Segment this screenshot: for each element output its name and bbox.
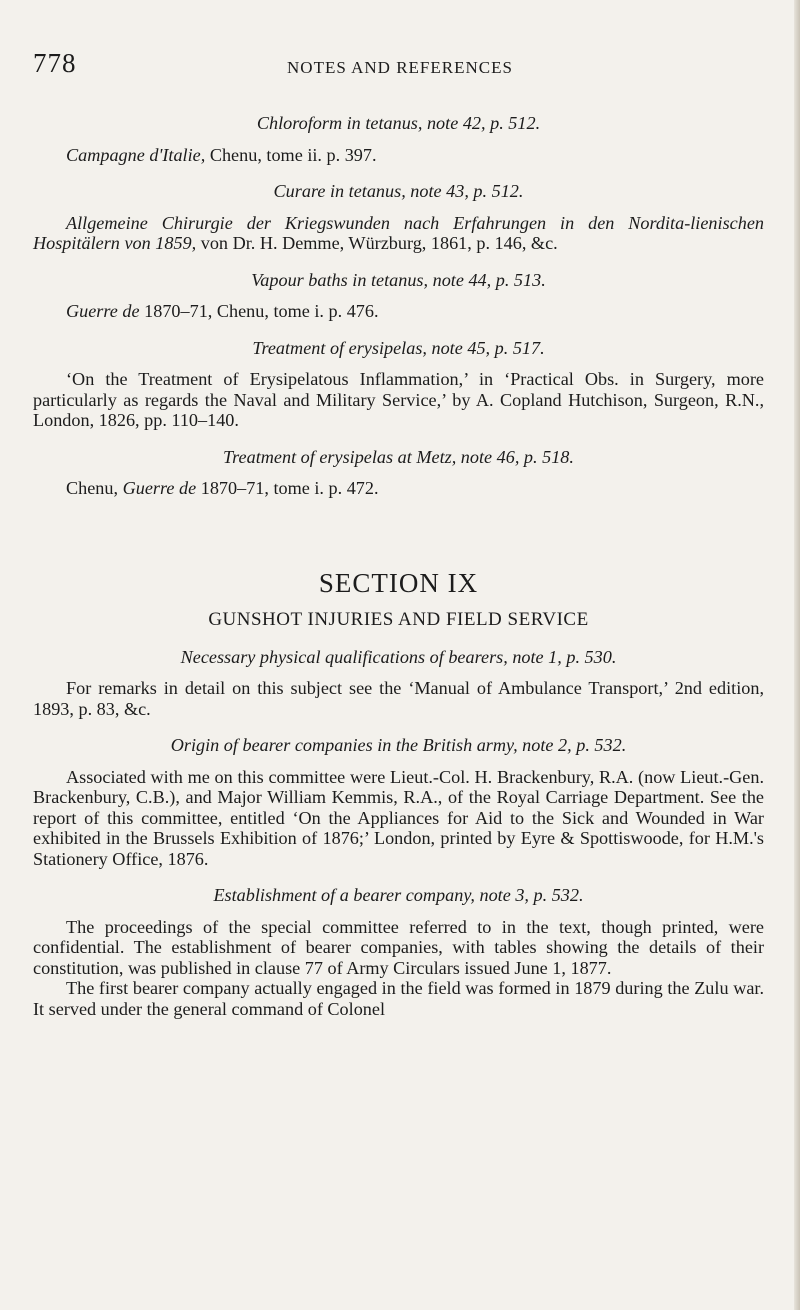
entry-establishment-text-1: The proceedings of the special committee referred to in the text, though printed, were confidential. The establishment of bearer companies, with tables showing the details of their constitution, was published in clause 77 of Army Circulars issued June 1, 1877.: [33, 916, 764, 978]
allgemeine-ref: von Dr. H. Demme, Würzburg, 1861, p. 146, &c.: [196, 233, 558, 253]
entry-heading-origin: Origin of bearer companies in the British army, note 2, p. 532.: [170, 735, 627, 755]
entry-guerre-1: [33, 301, 764, 322]
entry-origin-text: Associated with me on this committee were Lieut.-Col. H. Brackenbury, R.A. (now Lieut.-Gen. Brackenbury, C.B.), and Major William Kemmis, R.A., of the Royal Carriage Department. See the report of this committee, entitled ‘On the Appliances for Aid to the Sick and Wounded in War exhibited in the Brussels Exhibition of 1876;’ London, printed by Eyre & Spottiswoode, for H.M.'s Stationery Office, 1876.: [33, 766, 764, 869]
entry-heading-metz: Treatment of erysipelas at Metz, note 46, p. 518.: [223, 446, 574, 467]
running-head: NOTES AND REFERENCES: [287, 58, 513, 77]
guerre-title-1: Guerre de: [66, 301, 140, 321]
entry-heading-establishment: Establishment of a bearer company, note 3, p. 532.: [213, 885, 584, 905]
entry-heading-chloroform: Chloroform in tetanus, note 42, p. 512.: [256, 113, 541, 133]
chenu-prefix: Chenu,: [66, 478, 123, 498]
guerre-ref-2: 1870–71, tome i. p. 472.: [196, 478, 379, 498]
entry-campagne: [33, 145, 764, 166]
campagne-ref: Chenu, tome ii. p. 397.: [205, 144, 377, 165]
entry-allgemeine: [33, 213, 764, 254]
entry-establishment-text-2: The first bearer company actually engaged in the field was formed in 1879 during the Zulu war. It served under the general command of Colonel: [33, 978, 764, 1019]
entry-heading-vapour: Vapour baths in tetanus, note 44, p. 513.: [251, 269, 546, 290]
entry-chenu-guerre: [33, 478, 764, 499]
entry-heading-curare: Curare in tetanus, note 43, p. 512.: [273, 181, 524, 201]
campagne-title: Campagne d'Italie,: [66, 144, 206, 165]
entry-heading-qualifications: Necessary physical qualifications of bearers, note 1, p. 530.: [180, 646, 617, 667]
page-body: [33, 113, 764, 1019]
section-subtitle: GUNSHOT INJURIES AND FIELD SERVICE: [208, 609, 589, 630]
entry-heading-erysipelas: Treatment of erysipelas, note 45, p. 517.: [252, 337, 545, 358]
entry-qualifications-text: For remarks in detail on this subject see the ‘Manual of Ambulance Transport,’ 2nd edition, 1893, p. 83, &c.: [33, 678, 764, 719]
section-title: SECTION IX: [318, 567, 479, 598]
entry-erysipelas-text: ‘On the Treatment of Erysipelatous Inflammation,’ in ‘Practical Obs. in Surgery, more particularly as regards the Naval and Military Service,’ by A. Copland Hutchison, Surgeon, R.N., London, 1826, pp. 110–140.: [33, 369, 764, 430]
page-number: 778: [33, 48, 77, 78]
page-edge-shadow: [794, 0, 800, 1310]
page-header: [33, 48, 767, 88]
allgemeine-title: Allgemeine Chirurgie der Kriegswunden nach Erfahrungen in den Nordita-lienischen Hospitälern von 1859,: [33, 212, 764, 253]
guerre-title-2: Guerre de: [122, 478, 197, 498]
guerre-ref-1: 1870–71, Chenu, tome i. p. 476.: [139, 301, 379, 321]
